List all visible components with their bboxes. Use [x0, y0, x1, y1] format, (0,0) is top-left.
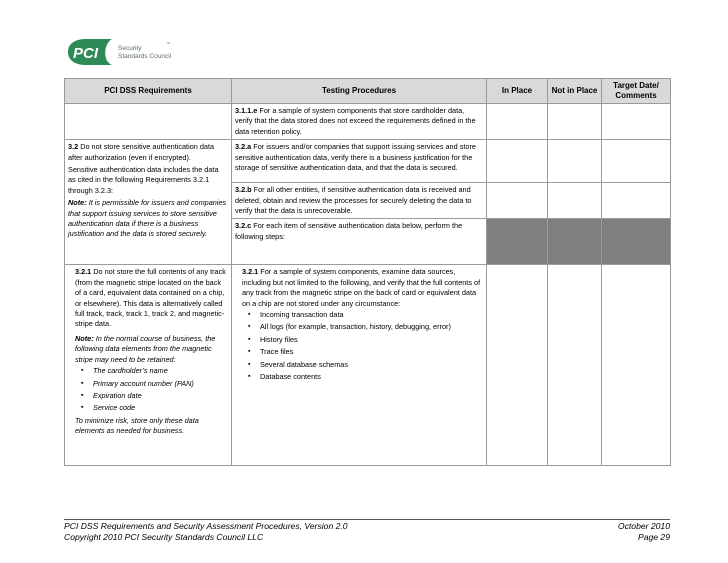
test-cell-3-2-c: [232, 219, 487, 265]
not-in-place-cell: [548, 104, 602, 140]
footer-divider: [64, 519, 670, 520]
note-label: Note:: [75, 333, 94, 343]
retained-elements-list: [81, 366, 228, 414]
table-row: [65, 265, 671, 466]
list-item: ▪ The cardholder’s name: [81, 366, 228, 376]
table-row: [65, 140, 671, 183]
list-item: ▪ Expiration date: [81, 391, 228, 401]
not-in-place-cell-shaded: [548, 219, 602, 265]
req-text1: Do not store sensitive authentication data after authorization (even if encrypted).: [68, 142, 215, 162]
list-item: ▪ History files: [248, 335, 483, 345]
footer-copyright: Copyright 2010 PCI Security Standards Council LLC: [64, 532, 264, 542]
test-text: For issuers and/or companies that support issuing services and store sensitive authentication data, verify there is a business justification for the storage of sensitive authentication data, and that the data is secured.: [235, 142, 476, 173]
list-item: ▪ Trace files: [248, 347, 483, 357]
footer-date: October 2010: [617, 521, 670, 531]
target-date-cell: [602, 265, 671, 466]
list-item: ▪ Database contents: [248, 372, 483, 382]
req-cell-empty: [65, 104, 232, 140]
target-date-cell-shaded: [602, 219, 671, 265]
test-number: 3.2.1: [242, 267, 259, 277]
not-in-place-cell: [548, 140, 602, 183]
list-item: ▪ Several database schemas: [248, 360, 483, 370]
test-number: 3.1.1.e: [235, 106, 258, 115]
closing-text: To minimize risk, store only these data elements as needed for business.: [75, 415, 199, 436]
logo-line2: Standards Council: [118, 53, 172, 60]
header-requirements: PCI DSS Requirements: [65, 79, 232, 104]
header-target-date: Target Date/ Comments: [602, 79, 671, 104]
footer-left: [64, 521, 348, 543]
logo-mark: PCI: [73, 45, 99, 62]
test-text: For each item of sensitive authentication data below, perform the following steps:: [235, 221, 463, 241]
list-item: ▪ Incoming transaction data: [248, 310, 483, 320]
footer-page-number: Page 29: [637, 532, 670, 542]
target-date-cell: [602, 104, 671, 140]
req-text2: Sensitive authentication data includes the data as cited in the following Requirements 3.2.1 through 3.2.3:: [68, 165, 219, 195]
in-place-cell: [487, 140, 548, 183]
data-sources-list: [248, 310, 483, 382]
header-row: [65, 79, 671, 104]
header-in-place: In Place: [487, 79, 548, 104]
test-number: 3.2.b: [235, 185, 252, 195]
target-date-cell: [602, 140, 671, 183]
list-item: ▪ Primary account number (PAN): [81, 379, 228, 389]
in-place-cell: [487, 183, 548, 219]
test-cell-3-2-a: [232, 140, 487, 183]
header-testing-procedures: Testing Procedures: [232, 79, 487, 104]
table-row: [65, 104, 671, 140]
test-number: 3.2.a: [235, 142, 252, 152]
logo-tm: ™: [166, 41, 170, 46]
logo-line1: Security: [118, 45, 142, 52]
note-text: In the normal course of business, the following data elements from the magnetic stripe may need to be retained:: [75, 333, 216, 364]
test-cell-3-2-b: [232, 183, 487, 219]
in-place-cell: [487, 104, 548, 140]
test-text: For a sample of system components that store cardholder data, verify that the data stored does not exceed the requirements defined in the data retention policy.: [235, 106, 476, 136]
list-item: ▪ All logs (for example, transaction, history, debugging, error): [248, 322, 483, 332]
footer-right: [618, 521, 670, 543]
req-number: 3.2: [68, 142, 79, 152]
target-date-cell: [602, 183, 671, 219]
note-text: It is permissible for issuers and companies that support issuing services to store sensitive authentication data if there is a business justification and the data is stored securely.: [68, 198, 227, 239]
pci-logo: [66, 37, 176, 67]
req-cell-3-2: [65, 140, 232, 265]
req-text: Do not store the full contents of any track (from the magnetic stripe located on the back of a card, equivalent data contained on a chip, or elsewhere). This data is alternatively called full track, track, track 1, track 2, and magnetic-stripe data.: [75, 267, 226, 329]
footer-title: PCI DSS Requirements and Security Assessment Procedures, Version 2.0: [64, 521, 348, 531]
header-not-in-place: Not in Place: [548, 79, 602, 104]
req-cell-3-2-1: [65, 265, 232, 466]
note-label: Note:: [68, 198, 87, 208]
test-cell-3-2-1: [232, 265, 487, 466]
req-number: 3.2.1: [75, 267, 92, 277]
not-in-place-cell: [548, 265, 602, 466]
test-number: 3.2.c: [235, 221, 252, 231]
requirements-table: [64, 78, 671, 466]
test-cell-3-1-1-e: [232, 104, 487, 140]
list-item: ▪ Service code: [81, 403, 228, 413]
in-place-cell-shaded: [487, 219, 548, 265]
test-text: For all other entities, if sensitive authentication data is received and deleted, obtain and review the processes for securely deleting the data to verify that the data is unrecoverable.: [235, 185, 472, 216]
test-text: For a sample of system components, examine data sources, including but not limited to the following, and verify that the full contents of any track from the magnetic stripe on the back of card or equivalent data on a chip are not stored under any circumstance:: [242, 267, 481, 308]
in-place-cell: [487, 265, 548, 466]
not-in-place-cell: [548, 183, 602, 219]
